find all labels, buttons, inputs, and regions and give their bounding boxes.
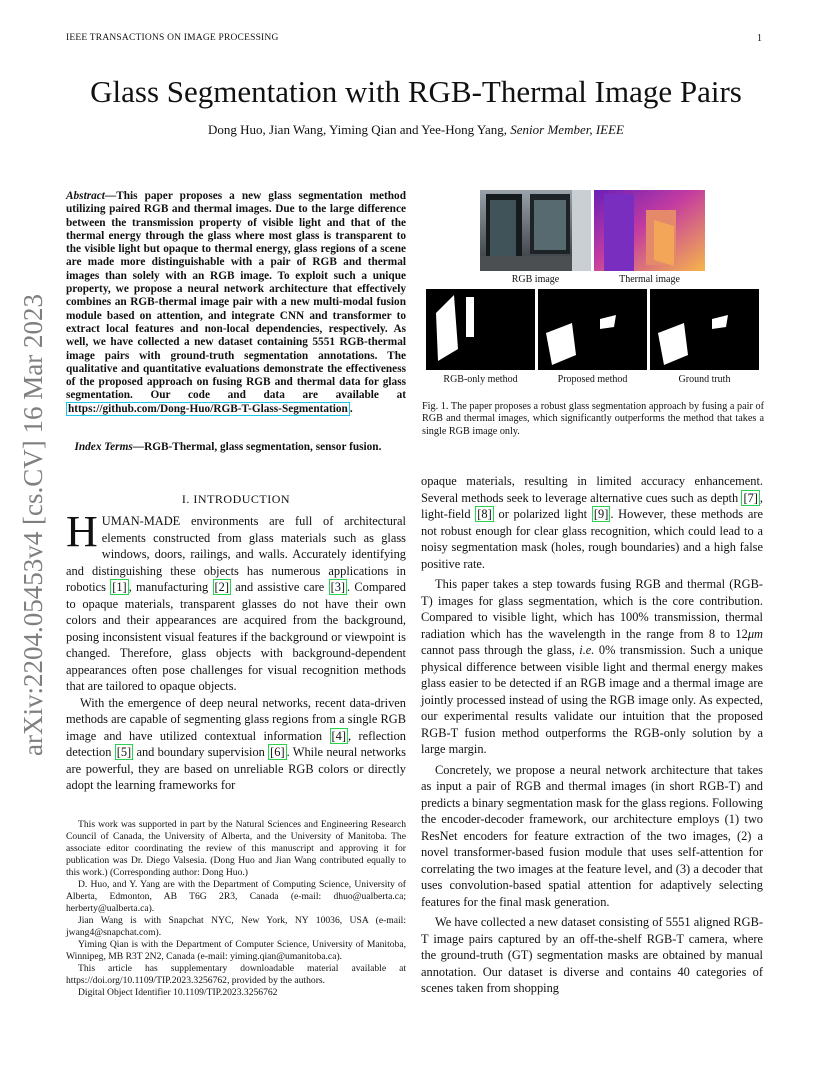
figure-label: RGB image [511, 274, 560, 285]
thermal-image [594, 190, 705, 271]
index-terms [66, 441, 406, 454]
footnote: Jian Wang is with Snapchat NYC, New York, NY 10036, USA (e-mail: jwang4@snapchat.com). [66, 915, 406, 938]
abstract [66, 190, 406, 416]
figure-caption: Fig. 1. The paper proposes a robust glass segmentation approach by fusing a pair of RGB and thermal images, which significantly outperforms the method that takes a single RGB image only. [422, 401, 764, 437]
running-head: IEEE TRANSACTIONS ON IMAGE PROCESSING [66, 33, 279, 43]
intro-column [66, 507, 406, 794]
right-paragraph-2 [421, 576, 763, 758]
footnote: Yiming Qian is with the Department of Computer Science, University of Manitoba, Winnipeg, MB R3T 2N2, Canada (e-mail: yiming.qian@umanitoba.ca). [66, 939, 406, 962]
citation-link[interactable]: [6] [270, 745, 285, 759]
citation-link[interactable]: [4] [331, 728, 346, 743]
abstract-label: Abstract [66, 190, 105, 202]
citation-link[interactable]: [2] [214, 580, 229, 594]
body-text: or polarized light [493, 507, 592, 521]
figure-label: RGB-only method [443, 374, 518, 385]
intro-text: . While neural networks are powerful, they are based on unreliable RGB colors or directly adopt the learning frameworks for [66, 745, 406, 792]
abstract-text: —This paper proposes a new glass segmentation method utilizing paired RGB and thermal images. Due to the large difference between the transmission property of visible light and that of the thermal energy through the glass where most glass is transparent to the visible light but opaque to thermal energy, glass regions of a scene are made more distinguishable with a pair of RGB and thermal images than solely with an RGB image. To exploit such a unique property, we propose a neural network architecture that effectively combines an RGB-thermal image pair with a new multi-modal fusion module based on attention, and integrate CNN and transformer to extract local features and non-local dependencies, respectively. As well, we have collected a new dataset containing 5551 RGB-thermal image pairs with ground-truth segmentation annotations. The qualitative and quantitative evaluations demonstrate the effectiveness of the proposed approach on fusing RGB and thermal data for glass segmentation. Our code and data are available at [66, 190, 406, 402]
body-text: , light-field [421, 490, 763, 521]
body-text: This paper takes a step towards fusing RGB and thermal (RGB-T) images for glass segmentation, which is the core contribution. Compared to visible light, which has 100% transmission, thermal radiation which has the wavelength in the range from 8 to 12 [421, 577, 763, 641]
intro-text: and assistive care [230, 580, 329, 594]
body-text: . However, these methods are not robust enough for clear glass recognition, which could lead to a noisy segmentation mask (holes, rough boundaries) and a high false positive rate. [421, 507, 763, 571]
body-text: cannot pass through the glass, [421, 643, 580, 657]
arxiv-stamp: arXiv:2204.05453v4 [cs.CV] 16 Mar 2023 [18, 294, 48, 756]
unit-text: μm [747, 626, 763, 641]
ie-text: i.e. [579, 643, 595, 657]
figure-label: Thermal image [619, 274, 680, 285]
citation-link[interactable]: [8] [477, 507, 492, 521]
intro-text: . Compared to opaque materials, transparent glasses do not have their own colors and their appearances are acquired from the background, posing inconsistent visual features if the background or viewpoint is changed. Therefore, glass objects with background-dependent appearances often pose challenges for visual recognition methods that are tailored to opaque objects. [66, 580, 406, 693]
intro-text: and boundary supervision [133, 745, 269, 759]
intro-text: , manufacturing [128, 580, 213, 594]
index-terms-text: —RGB-Thermal, glass segmentation, sensor fusion. [132, 441, 382, 453]
intro-paragraph-2 [66, 695, 406, 794]
citation-link[interactable]: [3] [330, 580, 346, 594]
footnote: Digital Object Identifier 10.1109/TIP.2023.3256762 [78, 987, 278, 998]
body-text: 0% transmission. Such a unique physical difference between visible light and thermal energy makes glass easier to be detected if an RGB image and a thermal image are jointly processed instead of using the RGB image only. As expected, our experimental results validate our intuition that the proposed RGB-T fusion method outperforms the RGB-only solution by a large margin. [421, 643, 763, 756]
body-text: opaque materials, resulting in limited accuracy enhancement. Several methods seek to leverage alternative cues such as depth [421, 474, 763, 505]
index-terms-label: Index Terms [74, 441, 133, 453]
proposed-mask [538, 289, 647, 370]
section-heading: I. INTRODUCTION [181, 492, 291, 506]
page-number: 1 [757, 33, 762, 44]
intro-text: UMAN-MADE environments are full of architectural elements constructed from glass materials such as glass windows, doors, railings, and walls. Accurately identifying and distinguishing these objects has numerous applications in robotics [66, 514, 406, 594]
authors-role: Senior Member, IEEE [510, 122, 624, 137]
citation-link[interactable]: [1] [112, 580, 127, 594]
ground-truth-mask [650, 289, 759, 370]
abstract-end: . [349, 402, 353, 415]
citation-link[interactable]: [9] [593, 507, 609, 521]
intro-text: With the emergence of deep neural networks, recent data-driven methods are capable of segmenting glass regions from a single RGB image and have utilized contextual information [66, 695, 406, 743]
citation-link[interactable]: [5] [116, 745, 132, 759]
footnote: This article has supplementary downloadable material available at https://doi.org/10.1109/TIP.2023.3256762, provided by the authors. [66, 963, 406, 986]
footnote: D. Huo, and Y. Yang are with the Department of Computing Science, University of Alberta, Edmonton, AB T6G 2R3, Canada (e-mail: dhuo@ualberta.ca; herberty@ualberta.ca). [66, 879, 406, 914]
figure-label: Ground truth [678, 374, 731, 385]
rgb-only-mask [426, 289, 535, 370]
rgb-image [480, 190, 591, 271]
author-list [66, 122, 766, 138]
intro-paragraph-1 [66, 507, 406, 695]
right-column [421, 473, 763, 997]
authors-names: Dong Huo, Jian Wang, Yiming Qian and Yee-Hong Yang, [207, 122, 508, 137]
figure-label: Proposed method [557, 374, 628, 385]
paper-title: Glass Segmentation with RGB-Thermal Image Pairs [90, 74, 742, 109]
citation-link[interactable]: [7] [743, 490, 758, 505]
intro-text: , reflection detection [66, 728, 406, 759]
dropcap: H [66, 507, 98, 556]
code-link[interactable]: https://github.com/Dong-Huo/RGB-T-Glass-Segmentation [68, 402, 348, 415]
footnotes [66, 819, 406, 999]
right-paragraph-1 [421, 473, 763, 572]
right-paragraph-3: Concretely, we propose a neural network architecture that takes as input a pair of RGB and thermal images (in short RGB-T) and predicts a binary segmentation mask for the glass regions. Following the encoder-decoder framework, our architecture employs (1) two ResNet encoders for feature extraction of the two images, (2) a novel transformer-based fusion module that uses self-attention for correlating the two images at the feature level, and (3) a decoder that uses convolution-based spatial attention for adaptively selecting features for the final mask generation. [421, 762, 763, 909]
right-paragraph-4: We have collected a new dataset consisting of 5551 aligned RGB-T image pairs captured by an off-the-shelf RGB-T camera, where the ground-truth (GT) segmentation masks are obtained by manual annotation. Our dataset is diverse and contains 40 categories of scenes taken from shopping [421, 915, 763, 995]
footnote: This work was supported in part by the Natural Sciences and Engineering Research Council of Canada, the University of Alberta, and the University of Manitoba. The associate editor coordinating the review of this manuscript and approving it for publication was Dr. Diego Valsesia. (Dong Huo and Jian Wang contributed equally to this work.) (Corresponding author: Dong Huo.) [66, 819, 406, 878]
